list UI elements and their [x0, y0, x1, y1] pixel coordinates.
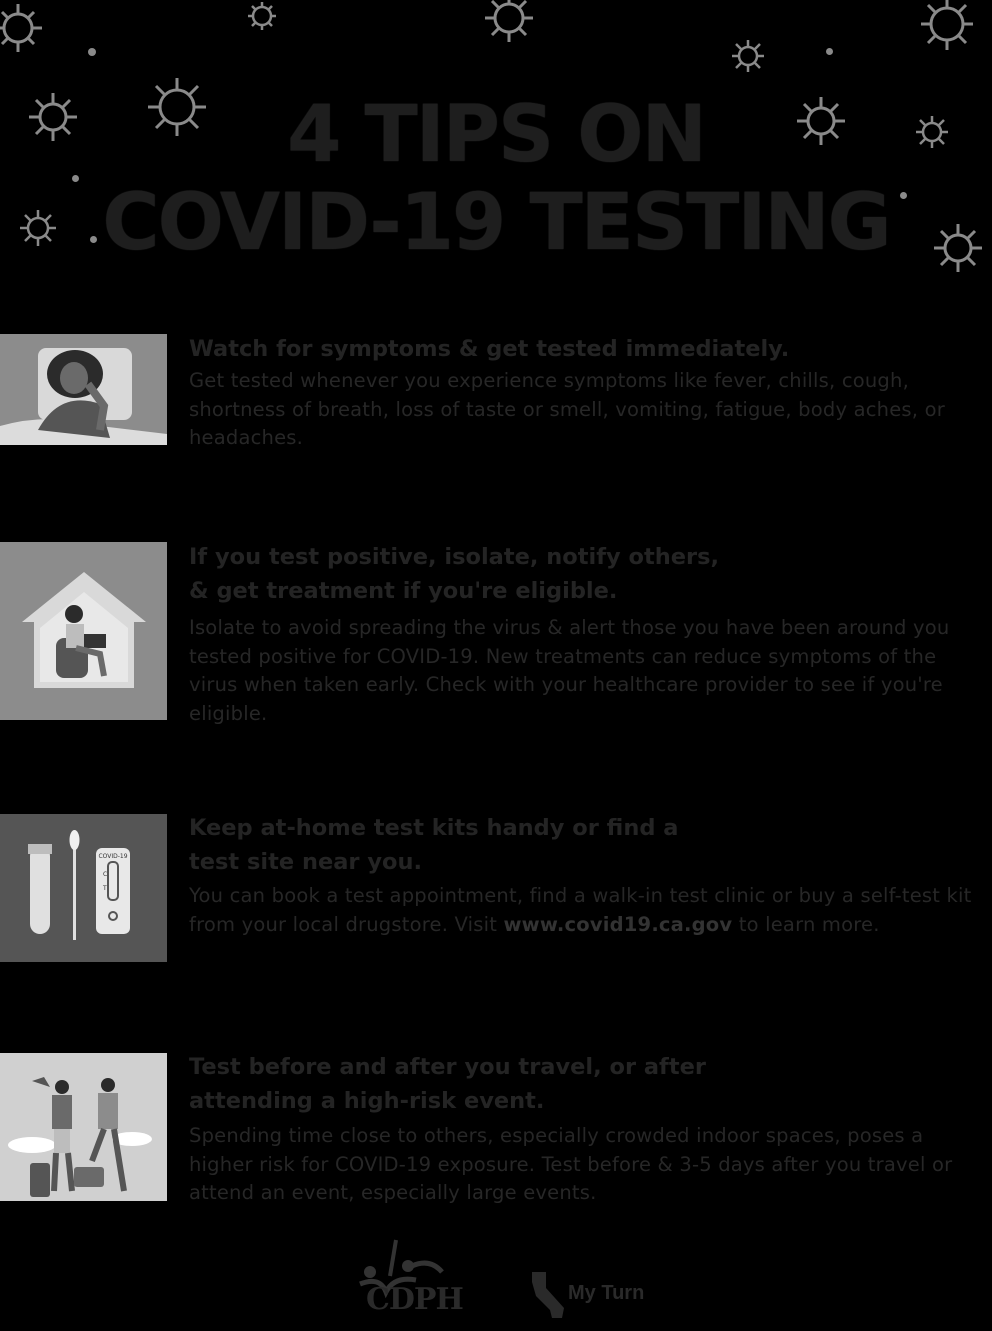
dot-icon	[826, 48, 833, 55]
tip-body-text: You can book a test appointment, find a walk-in test clinic or buy a self-test kit from your local drugstore. Visit	[189, 884, 972, 936]
kit-label: COVID-19	[98, 853, 128, 860]
tip-body: Isolate to avoid spreading the virus & alert those you have been around you tested positive for COVID-19. New treatments can reduce symptoms of the virus when taken early. Check with your healthcare provider to see if you're eligible.	[189, 616, 950, 725]
page-title-line2: COVID-19 TESTING	[102, 178, 890, 268]
dot-icon	[88, 48, 96, 56]
kit-t-label: T	[103, 885, 107, 892]
page-title-line1: 4 TIPS ON	[287, 90, 705, 180]
travel-illustration	[0, 1053, 167, 1201]
california-icon	[528, 1270, 568, 1320]
tip-body-text: to learn more.	[732, 912, 880, 936]
sick-person-illustration	[0, 334, 167, 445]
home-isolation-illustration	[0, 542, 167, 720]
tip-body: Get tested whenever you experience symptoms like fever, chills, cough, shortness of breath, loss of taste or smell, vomiting, fatigue, body aches, or headaches.	[189, 369, 945, 449]
tip-heading-line2: test site near you.	[189, 849, 423, 875]
tip-body	[189, 882, 979, 939]
website-link[interactable]: www.covid19.ca.gov	[503, 912, 733, 936]
virus-icon	[728, 36, 768, 76]
tip-heading-line1: Keep at-home test kits handy or find a	[189, 815, 679, 841]
virus-icon	[0, 0, 50, 60]
myturn-logo	[528, 1270, 658, 1320]
kit-c-label: C	[103, 871, 108, 878]
virus-icon	[242, 0, 282, 36]
cdph-logo	[350, 1236, 470, 1326]
tip-body: Spending time close to others, especially crowded indoor spaces, poses a higher risk for COVID-19 exposure. Test before & 3-5 days after you travel or attend an event, especially large events.	[189, 1124, 953, 1204]
myturn-logo-text: My Turn	[568, 1282, 645, 1304]
virus-icon	[910, 0, 984, 56]
cdph-logo-text: CDPH	[366, 1282, 463, 1317]
virus-icon	[476, 0, 542, 48]
tip-heading: Watch for symptoms & get tested immediately.	[189, 336, 790, 362]
tip-heading-line1: Test before and after you travel, or after	[189, 1054, 706, 1080]
tip-heading-line1: If you test positive, isolate, notify others,	[189, 544, 720, 570]
test-kit-illustration	[0, 814, 167, 962]
tip-heading-line2: & get treatment if you're eligible.	[189, 578, 618, 604]
tip-heading-line2: attending a high-risk event.	[189, 1088, 545, 1114]
